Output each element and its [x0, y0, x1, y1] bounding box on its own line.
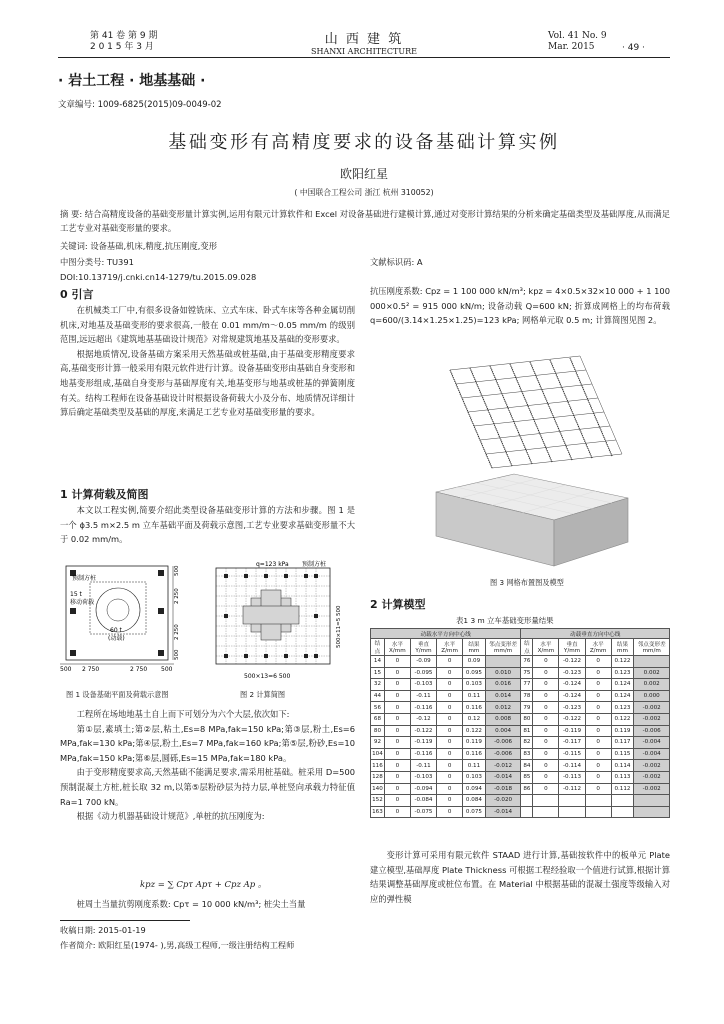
- table-cell: 0.016: [485, 679, 521, 691]
- figure-2-caption: 图 2 计算简图: [240, 690, 286, 699]
- table-cell: 0: [533, 667, 559, 679]
- table-cell: 78: [521, 690, 533, 702]
- right-column-body: [370, 848, 670, 906]
- table-cell: 0: [437, 783, 463, 795]
- table-cell: -0.123: [559, 667, 585, 679]
- pile-marker: [70, 608, 76, 614]
- clc-number: 中图分类号: TU391: [60, 257, 134, 267]
- table-cell: 0: [384, 771, 410, 783]
- header-rule: [58, 57, 670, 58]
- table-cell: -0.122: [559, 656, 585, 668]
- pile-marker: [224, 614, 228, 618]
- table-cell: 0: [585, 690, 611, 702]
- table-cell: -0.116: [410, 748, 436, 760]
- table-cell: [585, 795, 611, 807]
- table-cell: 0: [384, 679, 410, 691]
- col-z: 水平 Z/mm: [585, 639, 611, 656]
- abstract: 摘 要: 结合高精度设备的基础变形量计算实例,运用有限元计算软件和 Excel 对设备基础进行建模计算,通过对变形计算结果的分析来确定基础类型及基础厚度,从而满足工艺专业对基础变形量的要求。: [60, 209, 670, 233]
- section-1-paragraph-4: 由于变形精度要求高,天然基础不能满足要求,需采用桩基础。桩采用 D=500 预制混凝土方桩,桩长取 32 m,以第⑤层粉砂层为持力层,单桩竖向承载力特征值 Ra=1 700 kN。: [60, 767, 355, 807]
- table-cell: [533, 795, 559, 807]
- table-cell: 56: [371, 702, 385, 714]
- table-cell: 0: [384, 783, 410, 795]
- pile-marker: [284, 654, 288, 658]
- table-cell: -0.103: [410, 771, 436, 783]
- table-cell: 140: [371, 783, 385, 795]
- table-cell: 0.123: [611, 702, 634, 714]
- table-cell: 0.014: [485, 690, 521, 702]
- header-issue: [90, 31, 157, 53]
- table-cell: -0.004: [634, 748, 670, 760]
- table-cell: 0: [437, 748, 463, 760]
- table-cell: 0.103: [463, 679, 486, 691]
- table-cell: 0: [384, 737, 410, 749]
- table-cell: [559, 795, 585, 807]
- table-cell: 0.116: [463, 748, 486, 760]
- table-group-right: 动载垂直方向中心线: [521, 629, 670, 639]
- author-name: 欧阳红星: [339, 167, 388, 181]
- table-cell: 0.008: [485, 713, 521, 725]
- table-cell: 0.124: [611, 679, 634, 691]
- table-cell: 0.084: [463, 795, 486, 807]
- formula: kpz = ∑ Cpτ Apτ + Cpz Ap 。: [140, 880, 267, 890]
- pile-marker: [158, 650, 164, 656]
- pile-marker: [224, 654, 228, 658]
- section-1-intro: [60, 503, 355, 547]
- table-cell: 0: [437, 737, 463, 749]
- table-row: [371, 737, 670, 749]
- table-1: [370, 628, 670, 818]
- table-cell: 0: [585, 760, 611, 772]
- table-cell: [485, 656, 521, 668]
- footnote-rule: [60, 920, 190, 921]
- table-cell: 0: [585, 737, 611, 749]
- table-cell: 0.002: [634, 679, 670, 691]
- fig1-dim-2: 2 750: [82, 666, 100, 672]
- footnote-received: 收稿日期: 2015-01-19: [60, 925, 146, 935]
- col-node: 结点: [521, 639, 533, 656]
- fig1-label-load-a: 15 t: [70, 591, 82, 598]
- table-cell: 0.117: [611, 737, 634, 749]
- table-cell: 0.115: [611, 748, 634, 760]
- pile-marker: [284, 574, 288, 578]
- table-cell: -0.114: [559, 760, 585, 772]
- table-cell: 0: [585, 748, 611, 760]
- table-cell: 0: [533, 690, 559, 702]
- table-cell: -0.094: [410, 783, 436, 795]
- table-cell: -0.116: [410, 702, 436, 714]
- pile-marker: [314, 614, 318, 618]
- table-group-header-row: [371, 629, 670, 639]
- table-cell: 0: [533, 748, 559, 760]
- table-cell: -0.12: [410, 713, 436, 725]
- table-cell: 0: [384, 748, 410, 760]
- table-cell: -0.122: [559, 713, 585, 725]
- table-cell: 0: [533, 679, 559, 691]
- figure-2-grid: [208, 560, 348, 682]
- table-cell: 0: [437, 656, 463, 668]
- table-cell: -0.11: [410, 690, 436, 702]
- col-x: 水平 X/mm: [384, 639, 410, 656]
- table-cell: 0: [533, 771, 559, 783]
- table-cell: 0.11: [463, 690, 486, 702]
- table-row: [371, 771, 670, 783]
- fig1-vdim-1: 500: [174, 565, 180, 576]
- table-cell: [611, 806, 634, 818]
- table-cell: -0.119: [410, 737, 436, 749]
- table-cell: 68: [371, 713, 385, 725]
- table-cell: 0: [384, 806, 410, 818]
- table-cell: 104: [371, 748, 385, 760]
- table-cell: -0.124: [559, 679, 585, 691]
- col-result: 结果 mm: [611, 639, 634, 656]
- table-cell: 0: [533, 737, 559, 749]
- mesh-grid: [450, 356, 622, 468]
- section-1-paragraph-1: 本文以工程实例,简要介绍此类型设备基础变形计算的方法和步骤。图 1 是一个 ϕ3.5 m×2.5 m 立车基础平面及荷载示意图,工艺专业要求基础变形量不大于 0.02 mm/m。: [60, 505, 355, 545]
- table-cell: 75: [521, 667, 533, 679]
- table-cell: 0: [533, 783, 559, 795]
- table-cell: 0.122: [611, 713, 634, 725]
- table-cell: -0.006: [485, 737, 521, 749]
- table-cell: 15: [371, 667, 385, 679]
- table-cell: -0.002: [634, 713, 670, 725]
- col-node: 结点: [371, 639, 385, 656]
- table-1-caption: 表1 3 m 立车基础变形量结果: [456, 616, 554, 625]
- table-cell: 82: [521, 737, 533, 749]
- fig1-label-pile: 预制方桩: [72, 575, 97, 582]
- table-row: [371, 806, 670, 818]
- table-cell: 0: [437, 702, 463, 714]
- table-cell: 0.124: [611, 690, 634, 702]
- table-cell: -0.115: [559, 748, 585, 760]
- journal-name-en: SHANXI ARCHITECTURE: [311, 47, 417, 56]
- table-cell: 76: [521, 656, 533, 668]
- section-1-heading: 1 计算荷载及简图: [60, 488, 149, 501]
- table-cell: 92: [371, 737, 385, 749]
- header-volume: [548, 31, 607, 53]
- table-cell: -0.095: [410, 667, 436, 679]
- table-row: [371, 667, 670, 679]
- table-cell: 0: [437, 667, 463, 679]
- table-cell: -0.004: [634, 737, 670, 749]
- table-cell: 0: [585, 783, 611, 795]
- table-cell: 0.12: [463, 713, 486, 725]
- table-cell: 163: [371, 806, 385, 818]
- table-cell: 0.103: [463, 771, 486, 783]
- section-0-body: [60, 303, 355, 420]
- fig1-label-load-c: 60 t: [110, 627, 122, 634]
- table-cell: 0: [437, 713, 463, 725]
- table-cell: [634, 806, 670, 818]
- table-cell: -0.002: [634, 760, 670, 772]
- header-issue-line2: 2 0 1 5 年 3 月: [90, 42, 154, 52]
- figure-3-model: [430, 352, 630, 574]
- fig2-label-bottom: 500×13=6 500: [244, 673, 291, 680]
- pile-marker: [304, 574, 308, 578]
- table-cell: 81: [521, 725, 533, 737]
- table-cell: 77: [521, 679, 533, 691]
- table-cell: 0.075: [463, 806, 486, 818]
- table-cell: 0: [384, 713, 410, 725]
- pile-marker: [314, 654, 318, 658]
- table-cell: -0.002: [634, 771, 670, 783]
- pile-marker: [244, 654, 248, 658]
- col-y: 垂直 Y/mm: [559, 639, 585, 656]
- table-cell: 80: [521, 713, 533, 725]
- table-cell: [634, 656, 670, 668]
- table-cell: -0.123: [559, 702, 585, 714]
- table-cell: 0: [533, 713, 559, 725]
- table-row: [371, 795, 670, 807]
- table-cell: 85: [521, 771, 533, 783]
- table-cell: 128: [371, 771, 385, 783]
- table-cell: 0: [437, 806, 463, 818]
- table-cell: 0: [437, 690, 463, 702]
- fig1-label-load-b: 移动荷载: [70, 599, 95, 606]
- table-cell: 80: [371, 725, 385, 737]
- column-heading: · 岩土工程 · 地基基础 ·: [58, 73, 206, 89]
- table-cell: [611, 795, 634, 807]
- table-cell: 84: [521, 760, 533, 772]
- table-cell: [559, 806, 585, 818]
- pile-marker: [314, 574, 318, 578]
- table-cell: -0.002: [634, 702, 670, 714]
- page-title: 基础变形有高精度要求的设备基础计算实例: [168, 132, 560, 153]
- table-cell: -0.103: [410, 679, 436, 691]
- table-cell: 0: [533, 725, 559, 737]
- page-number: · 49 ·: [622, 43, 645, 53]
- table-cell: 116: [371, 760, 385, 772]
- right-paragraph-2: 变形计算可采用有限元软件 STAAD 进行计算,基础按软件中的板单元 Plate 建立模型,基础厚度 Plate Thickness 可根据工程经验取一个值进行试算,根据计算结果调整基础厚度或桩位布置。在 Material 中根据基础的混凝土强度等级输入对应的弹性模: [370, 850, 670, 904]
- table-cell: 0: [384, 725, 410, 737]
- section-1-tail: [60, 897, 355, 912]
- table-cell: [585, 806, 611, 818]
- col-y: 垂直 Y/mm: [410, 639, 436, 656]
- table-cell: -0.113: [559, 771, 585, 783]
- table-cell: 0.11: [463, 760, 486, 772]
- table-cell: -0.014: [485, 771, 521, 783]
- fig1-vdim-4: 500: [174, 649, 180, 660]
- table-row: [371, 656, 670, 668]
- table-cell: 0: [384, 656, 410, 668]
- col-z: 水平 Z/mm: [437, 639, 463, 656]
- section-1-paragraph-2: 工程所在场地地基土自上而下可划分为六个大层,依次如下:: [76, 709, 290, 719]
- table-cell: 0.123: [611, 667, 634, 679]
- col-diff: 邻点变形差 mm/m: [634, 639, 670, 656]
- table-cell: -0.119: [559, 725, 585, 737]
- section-1-paragraph-3: 第①层,素填土;第②层,粘土,Es=8 MPa,fak=150 kPa;第③层,粉土,Es=6 MPa,fak=130 kPa;第④层,粉土,Es=7 MPa,fak=160 kPa;第⑤层,粉砂,Es=10 MPa,fak=150 kPa;第⑥层,圆砾,Es=15 MPa,fak=180 kPa。: [60, 723, 355, 763]
- section-1-body: [60, 707, 355, 824]
- table-cell: 0: [533, 656, 559, 668]
- table-cell: -0.11: [410, 760, 436, 772]
- table-cell: 44: [371, 690, 385, 702]
- header-issue-line1: 第 41 卷 第 9 期: [90, 31, 158, 41]
- table-cell: [533, 806, 559, 818]
- table-cell: -0.124: [559, 690, 585, 702]
- table-cell: -0.117: [559, 737, 585, 749]
- col-diff: 邻点变形差 mm/m: [485, 639, 521, 656]
- table-cell: 0: [585, 667, 611, 679]
- document-code: 文献标识码: A: [370, 257, 423, 267]
- table-row: [371, 725, 670, 737]
- fig1-vdim-3: 2 250: [174, 624, 180, 640]
- table-cell: 0: [437, 771, 463, 783]
- table-cell: -0.006: [634, 725, 670, 737]
- fig2-label-side: 500×11=5 500: [336, 605, 342, 648]
- table-cell: 0: [585, 725, 611, 737]
- fig2-label-pile: 预制方桩: [302, 561, 327, 568]
- pile-marker: [158, 570, 164, 576]
- table-cell: 0.112: [611, 783, 634, 795]
- table-cell: 0: [384, 760, 410, 772]
- fig1-label-load-d: (动载): [108, 635, 125, 642]
- section-1-paragraph-6: 桩周土当量抗剪刚度系数: Cpτ = 10 000 kN/m³; 桩尖土当量: [76, 899, 306, 909]
- table-cell: 0.122: [611, 656, 634, 668]
- table-cell: 14: [371, 656, 385, 668]
- table-cell: -0.002: [634, 783, 670, 795]
- fig1-dim-3: 2 750: [130, 666, 148, 672]
- table-cell: 0.119: [611, 725, 634, 737]
- footnote-author: 作者简介: 欧阳红星(1974- ),男,高级工程师,一级注册结构工程师: [60, 940, 295, 950]
- pile-marker: [224, 574, 228, 578]
- table-cell: [521, 795, 533, 807]
- table-cell: [521, 806, 533, 818]
- section-2-heading: 2 计算模型: [370, 598, 426, 611]
- table-cell: 0.122: [463, 725, 486, 737]
- right-column-intro: [370, 284, 670, 328]
- affiliation: ( 中国联合工程公司 浙江 杭州 310052): [294, 188, 434, 197]
- pile-marker: [264, 574, 268, 578]
- table-cell: 0: [437, 760, 463, 772]
- pile-marker: [70, 650, 76, 656]
- table-row: [371, 760, 670, 772]
- fig1-dim-4: 500: [161, 666, 173, 672]
- doi: DOI:10.13719/j.cnki.cn14-1279/tu.2015.09.028: [60, 272, 257, 282]
- table-cell: 0: [585, 679, 611, 691]
- table-cell: 152: [371, 795, 385, 807]
- table-cell: 0: [437, 795, 463, 807]
- table-cell: 0: [533, 702, 559, 714]
- table-cell: 0.004: [485, 725, 521, 737]
- table-cell: 0: [384, 702, 410, 714]
- table-cell: 0.012: [485, 702, 521, 714]
- fig1-dim-1: 500: [60, 666, 72, 672]
- table-row: [371, 713, 670, 725]
- pile-marker: [244, 574, 248, 578]
- header-volume-line2: Mar. 2015: [548, 42, 595, 52]
- section-0-paragraph-1: 在机械类工厂中,有很多设备如镗铣床、立式车床、卧式车床等各种金属切削机床,对地基及基础变形的要求很高,一般在 0.01 mm/m～0.05 mm/m 的级别范围,远远超出《建筑地基基础设计规范》对常规建筑地基及基础的变形要求。: [60, 305, 355, 345]
- section-0-heading: 0 引言: [60, 288, 94, 301]
- table-row: [371, 702, 670, 714]
- table-cell: 83: [521, 748, 533, 760]
- table-row: [371, 748, 670, 760]
- table-cell: -0.020: [485, 795, 521, 807]
- table-cell: -0.014: [485, 806, 521, 818]
- col-result: 结果 mm: [463, 639, 486, 656]
- table-cell: -0.122: [410, 725, 436, 737]
- table-cell: 0: [437, 679, 463, 691]
- table-cell: 86: [521, 783, 533, 795]
- journal-name-cn: 山 西 建 筑: [324, 32, 404, 47]
- table-cell: 0.119: [463, 737, 486, 749]
- table-row: [371, 690, 670, 702]
- figure-1-caption: 图 1 设备基础平面及荷载示意图: [66, 690, 169, 699]
- table-column-header-row: [371, 639, 670, 656]
- figure-1-plan: [60, 560, 190, 672]
- pile-marker: [158, 608, 164, 614]
- table-cell: 0: [384, 667, 410, 679]
- table-cell: 0.116: [463, 702, 486, 714]
- fig2-label-load: q=123 kPa: [256, 561, 289, 568]
- table-cell: 0.114: [611, 760, 634, 772]
- table-row: [371, 679, 670, 691]
- table-cell: 0: [585, 656, 611, 668]
- table-cell: 79: [521, 702, 533, 714]
- journal-name: [274, 28, 454, 56]
- table-cell: 0: [585, 713, 611, 725]
- table-cell: 0: [437, 725, 463, 737]
- table-cell: 32: [371, 679, 385, 691]
- table-cell: 0: [585, 702, 611, 714]
- table-cell: 0.095: [463, 667, 486, 679]
- table-cell: 0: [384, 690, 410, 702]
- table-cell: 0: [533, 760, 559, 772]
- table-cell: 0.002: [634, 667, 670, 679]
- col-x: 水平 X/mm: [533, 639, 559, 656]
- header-volume-line1: Vol. 41 No. 9: [548, 31, 607, 41]
- table-row: [371, 783, 670, 795]
- table-cell: -0.018: [485, 783, 521, 795]
- section-1-paragraph-5: 根据《动力机器基础设计规范》,单桩的抗压刚度为:: [76, 811, 265, 822]
- table-cell: -0.006: [485, 748, 521, 760]
- table-cell: -0.112: [559, 783, 585, 795]
- table-cell: -0.084: [410, 795, 436, 807]
- table-cell: -0.012: [485, 760, 521, 772]
- table-cell: -0.075: [410, 806, 436, 818]
- table-cell: 0.010: [485, 667, 521, 679]
- table-cell: [634, 795, 670, 807]
- table-cell: 0.094: [463, 783, 486, 795]
- pile-marker: [304, 654, 308, 658]
- table-cell: 0.113: [611, 771, 634, 783]
- table-cell: 0.09: [463, 656, 486, 668]
- table-cell: 0: [585, 771, 611, 783]
- table-body: [371, 656, 670, 818]
- table-cell: 0.000: [634, 690, 670, 702]
- table-cell: -0.09: [410, 656, 436, 668]
- article-number: 文章编号: 1009-6825(2015)09-0049-02: [58, 100, 222, 110]
- fig1-vdim-2: 2 250: [174, 588, 180, 604]
- figure-3-caption: 图 3 网格布置图及模型: [490, 578, 564, 587]
- keywords: 关键词: 设备基础,机床,精度,抗压刚度,变形: [60, 241, 218, 251]
- right-paragraph-1: 抗压刚度系数: Cpz = 1 100 000 kN/m³; kpz = 4×0.5×32×10 000 + 1 100 000×0.5² = 915 000 kN/m; 设备动载 Q=600 kN; 折算成网格上的均布荷载 q=600/(3.14×1.25×1.25)=123 kPa; 网格单元取 0.5 m; 计算简图见图 2。: [370, 286, 670, 326]
- table-group-left: 动载水平方向中心线: [371, 629, 521, 639]
- section-0-paragraph-2: 根据地质情况,设备基础方案采用天然基础或桩基础,由于基础变形精度要求高,基础变形计算一般采用有限元软件进行计算。设备基础变形由基础自身变形和地基变形组成,基础自身变形与基础厚度有关,地基变形与地基或桩基的弹簧刚度有关。结构工程师在设备基础设计时根据设备荷载大小及分布、地质情况详细计算后确定基础类型及基础的厚度,来满足工艺专业对基础变形量的要求。: [60, 348, 355, 418]
- table-cell: 0: [384, 795, 410, 807]
- pile-marker: [264, 654, 268, 658]
